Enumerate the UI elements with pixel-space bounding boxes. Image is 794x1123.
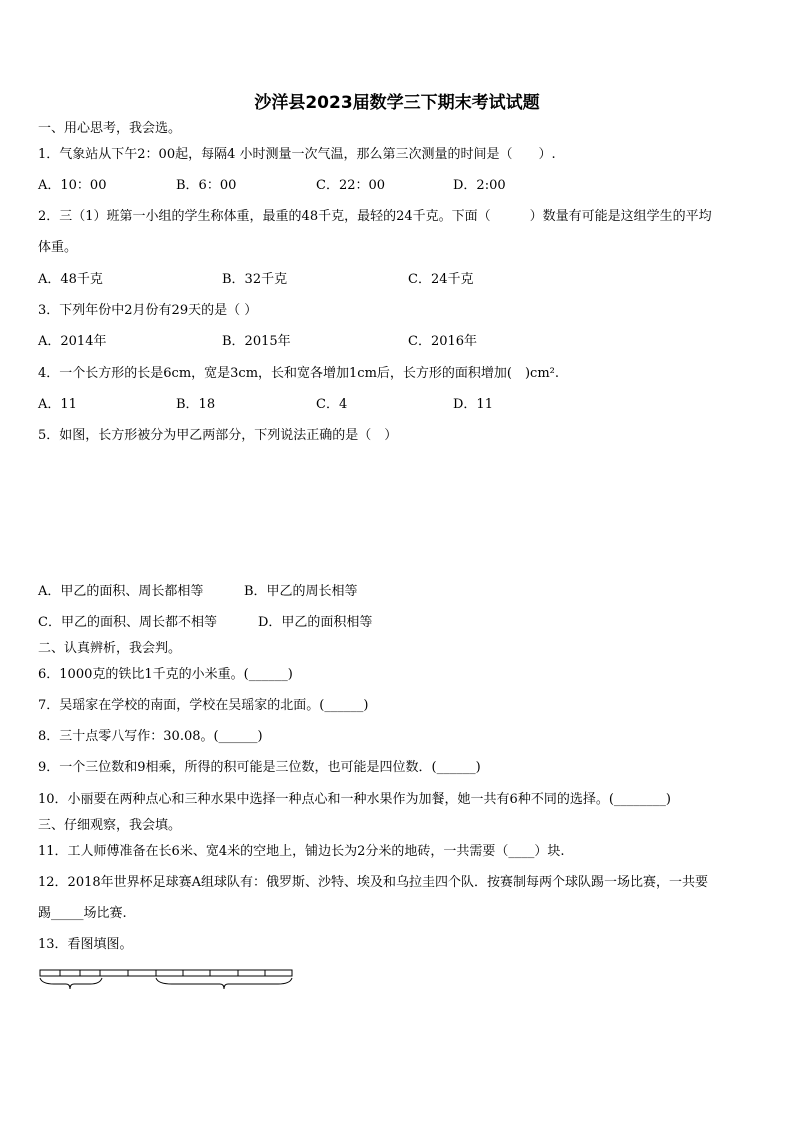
question-5-stem: 5．如图，长方形被分为甲乙两部分，下列说法正确的是（ ） [38,428,398,443]
section-heading-1: 一、用心思考，我会选。 [38,121,182,136]
question-12-line1: 12．2018年世界杯足球赛A组球队有：俄罗斯、沙特、埃及和乌拉圭四个队．按赛制每两个球队踢一场比赛，一共要 [38,875,709,890]
question-10: 10．小丽要在两种点心和三种水果中选择一种点心和一种水果作为加餐，她一共有6种不同的选择。(________) [38,792,671,807]
section-heading-2: 二、认真辨析，我会判。 [38,641,182,656]
segment-bar [40,970,292,976]
question-12-line2: 踢_____场比赛. [38,906,127,921]
question-4-stem: 4．一个长方形的长是6cm，宽是3cm，长和宽各增加1cm后，长方形的面积增加( )cm². [38,366,560,381]
question-4-option-a: A．11 [38,397,77,412]
question-9: 9．一个三位数和9相乘，所得的积可能是三位数，也可能是四位数．(______) [38,760,481,775]
question-6: 6．1000克的铁比1千克的小米重。(______) [38,667,293,682]
question-13: 13．看图填图。 [38,937,133,952]
question-5-option-d: D．甲乙的面积相等 [258,615,373,630]
question-1-option-c: C．22：00 [316,178,386,193]
question-2-option-c: C．24千克 [408,272,474,287]
question-11: 11．工人师傅准备在长6米、宽4米的空地上，铺边长为2分米的地砖，一共需要（____）块. [38,844,565,859]
question-2-option-b: B．32千克 [222,272,288,287]
question-1-stem: 1．气象站从下午2：00起，每隔4 小时测量一次气温，那么第三次测量的时间是（ ）. [38,147,556,162]
section-heading-3: 三、仔细观察，我会填。 [38,818,182,833]
left-brace [40,978,102,989]
page-title: 沙洋县2023届数学三下期末考试试题 [254,93,540,113]
segment-bar-figure [38,965,298,995]
question-2-stem-line1: 2．三（1）班第一小组的学生称体重，最重的48千克，最轻的24千克。下面（ ）数量有可能是这组学生的平均 [38,209,712,224]
question-8: 8．三十点零八写作：30.08。(______) [38,729,263,744]
question-3-stem: 3．下列年份中2月份有29天的是（ ） [38,303,258,318]
question-3-option-a: A．2014年 [38,334,107,349]
right-brace [156,978,292,989]
question-7: 7．吴瑶家在学校的南面，学校在吴瑶家的北面。(______) [38,698,369,713]
question-5-option-a: A．甲乙的面积、周长都相等 [38,584,204,599]
question-5-option-b: B．甲乙的周长相等 [244,584,358,599]
question-3-option-b: B．2015年 [222,334,291,349]
question-4-option-d: D．11 [453,397,493,412]
question-1-option-b: B．6：00 [176,178,237,193]
question-1-option-d: D．2:00 [453,178,506,193]
question-2-stem-line2: 体重。 [38,240,78,255]
question-4-option-b: B．18 [176,397,216,412]
question-2-option-a: A．48千克 [38,272,103,287]
question-4-option-c: C．4 [316,397,348,412]
question-5-option-c: C．甲乙的面积、周长都不相等 [38,615,217,630]
question-1-option-a: A．10：00 [38,178,107,193]
question-3-option-c: C．2016年 [408,334,478,349]
